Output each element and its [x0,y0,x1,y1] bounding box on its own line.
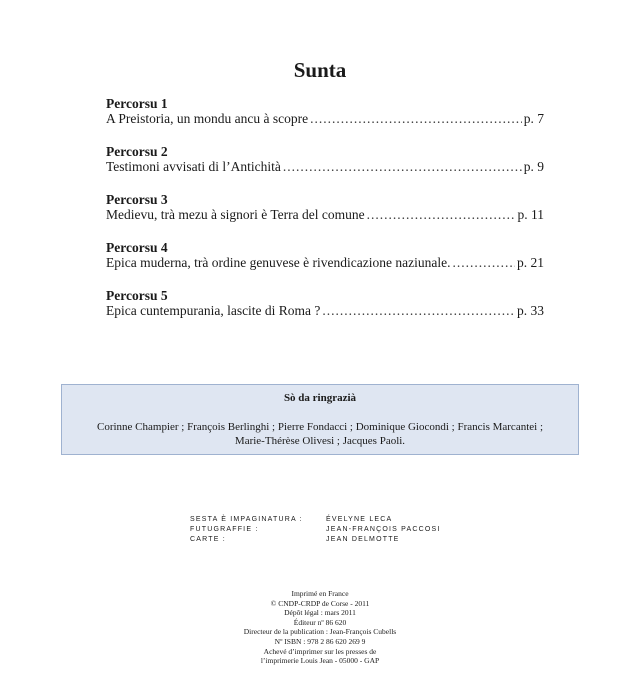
toc-entry-title: Epica cuntempurania, lascite di Roma ? [106,303,321,318]
imprint-line: Éditeur nº 86 620 [293,617,347,627]
credit-role: FUTUGRAFFIE : [190,526,259,533]
dot-leader [283,159,522,175]
acknowledgements-line: Corinne Champier ; François Berlinghi ; Pierre Fondacci ; Dominique Giocondi ; Francis Marcantei ; [96,421,543,433]
toc-page-number: p. 33 [517,303,544,318]
acknowledgements-names [62,420,578,448]
imprint-line: Directeur de la publication : Jean-François Cubells [243,627,397,637]
acknowledgements-box [61,384,579,455]
toc-section-3 [106,192,544,223]
credit-role: CARTE : [190,536,226,543]
imprint-line: Dépôt légal : mars 2011 [284,608,356,618]
credit-name: JEAN DELMOTTE [326,536,400,543]
toc-page-number: p. 9 [523,159,544,174]
dot-leader [367,207,516,223]
dot-leader [322,303,515,319]
toc-section-heading: Percorsu 3 [106,192,168,207]
toc-section-2 [106,144,544,175]
toc-entry-title: Testimoni avvisati di l’Antichità [106,159,281,174]
acknowledgements-title: Sò da ringrazià [283,392,357,404]
toc-section-1 [106,96,544,127]
toc-section-heading: Percorsu 4 [106,240,168,255]
credit-row [190,525,490,535]
toc-section-heading: Percorsu 1 [106,96,168,111]
table-of-contents [106,96,544,336]
toc-entry-title: Medievu, trà mezu à signori è Terra del comune [106,207,365,222]
toc-entry [106,255,544,271]
credit-role: SESTA È IMPAGINATURA : [190,516,303,523]
toc-page-number: p. 11 [517,207,544,222]
imprint-line: © CNDP-CRDP de Corse - 2011 [270,598,370,608]
credit-name: ÉVELYNE LECA [326,516,393,523]
page-title: Sunta [293,58,347,82]
toc-section-4 [106,240,544,271]
toc-section-heading: Percorsu 5 [106,288,168,303]
credit-name: JEAN-FRANÇOIS PACCOSI [326,526,441,533]
imprint-line: Nº ISBN : 978 2 86 620 269 9 [274,636,366,646]
toc-page-number: p. 7 [523,111,544,126]
dot-leader [452,255,515,271]
toc-entry [106,111,544,127]
toc-page-number: p. 21 [517,255,544,270]
imprint-line: Imprimé en France [291,589,349,598]
imprint-notice [0,589,640,666]
toc-entry-title: Epica muderna, trà ordine genuvese è rivendicazione naziunale. [106,255,451,270]
toc-entry-title: A Preistoria, un mondu ancu à scopre [106,111,309,126]
toc-section-heading: Percorsu 2 [106,144,168,159]
toc-entry [106,159,544,175]
toc-entry [106,303,544,319]
credit-row [190,515,490,525]
imprint-line: l’imprimerie Louis Jean - 05000 - GAP [260,656,380,666]
toc-entry [106,207,544,223]
acknowledgements-line: Marie-Thérèse Olivesi ; Jacques Paoli. [234,435,406,447]
imprint-line: Achevé d’imprimer sur les presses de [263,646,377,656]
toc-section-5 [106,288,544,319]
dot-leader [310,111,522,127]
credits-block [190,515,490,545]
credit-row [190,535,490,545]
